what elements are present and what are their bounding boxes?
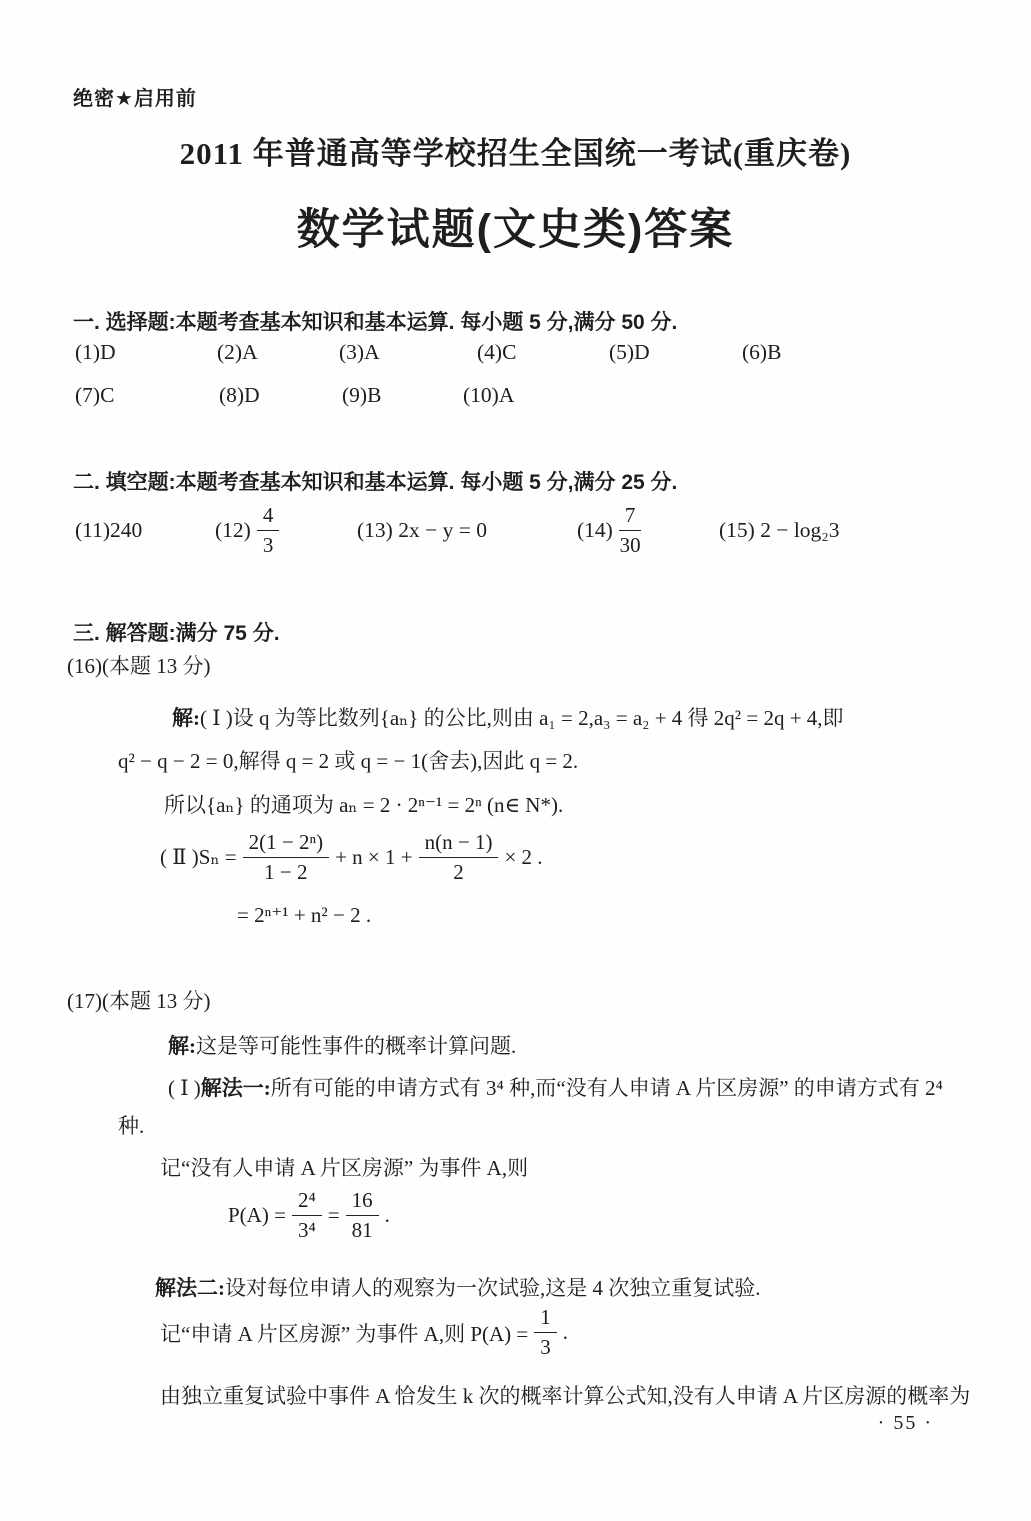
choice-answer-2: (2)A bbox=[217, 340, 258, 364]
fraction-numerator: 7 bbox=[619, 503, 642, 531]
q17-method-1-roman: ( Ⅰ ) bbox=[168, 1076, 201, 1100]
fraction bbox=[292, 1188, 322, 1243]
fraction-denominator: 30 bbox=[619, 533, 641, 558]
q17-paragraph-1-text: 这是等可能性事件的概率计算问题. bbox=[196, 1034, 517, 1058]
fraction bbox=[419, 830, 499, 885]
choice-answer-8: (8)D bbox=[219, 383, 260, 407]
choice-answer-3: (3)A bbox=[339, 340, 380, 364]
q17-method-1-text: 所有可能的申请方式有 3⁴ 种,而“没有人申请 A 片区房源” 的申请方式有 2⁴ bbox=[270, 1076, 943, 1100]
q17-paragraph-4-period: . bbox=[562, 1320, 568, 1345]
fraction bbox=[619, 503, 642, 558]
fraction-denominator: 1 − 2 bbox=[264, 860, 308, 885]
q17-paragraph-5: 由独立重复试验中事件 A 恰发生 k 次的概率计算公式知,没有人申请 A 片区房源的概率为 bbox=[160, 1384, 971, 1408]
choice-answer-7: (7)C bbox=[75, 383, 115, 407]
fill-answer-15: (15) 2 − log₂3 bbox=[719, 518, 840, 543]
q17-probability-equals: = bbox=[327, 1203, 340, 1228]
q17-method-2-label: 解法二: bbox=[155, 1276, 225, 1300]
fill-answer-14-label: (14) bbox=[577, 518, 613, 543]
fill-answer-14 bbox=[577, 503, 719, 558]
choice-answer-5: (5)D bbox=[609, 340, 650, 364]
q16-paragraph-1 bbox=[172, 702, 844, 732]
classification-label: 绝密★启用前 bbox=[73, 88, 197, 110]
fraction bbox=[346, 1188, 379, 1243]
fraction-numerator: 1 bbox=[534, 1305, 557, 1333]
choice-answers-row-2 bbox=[75, 383, 514, 408]
fraction-numerator: 4 bbox=[257, 503, 280, 531]
fraction-denominator: 3 bbox=[262, 533, 274, 558]
q16-paragraph-3: 所以{aₙ} 的通项为 aₙ = 2 · 2ⁿ⁻¹ = 2ⁿ (n∈ N*). bbox=[164, 793, 564, 817]
q17-paragraph-4 bbox=[160, 1305, 568, 1360]
q17-method-1-line bbox=[168, 1072, 943, 1102]
fraction-denominator: 2 bbox=[453, 860, 464, 885]
fill-answer-12-label: (12) bbox=[215, 518, 251, 543]
q17-title: (17)(本题 13 分) bbox=[67, 989, 211, 1013]
q16-formula-prefix: ( Ⅱ )Sₙ = bbox=[160, 845, 237, 870]
fill-answer-11: (11)240 bbox=[75, 518, 143, 543]
fraction-denominator: 3 bbox=[540, 1335, 551, 1360]
q17-method-2-text: 设对每位申请人的观察为一次试验,这是 4 次独立重复试验. bbox=[225, 1276, 761, 1300]
fraction-numerator: 2⁴ bbox=[292, 1188, 322, 1216]
solution-label: 解: bbox=[172, 706, 200, 730]
fill-answer-12 bbox=[215, 503, 357, 558]
choice-answer-10: (10)A bbox=[463, 383, 515, 407]
q17-method-1-label: 解法一: bbox=[200, 1076, 271, 1100]
q16-paragraph-2: q² − q − 2 = 0,解得 q = 2 或 q = − 1(舍去),因此 q = 2. bbox=[118, 749, 579, 773]
solutions-section-heading: 三. 解答题:满分 75 分. bbox=[73, 622, 280, 645]
q17-paragraph-2: 种. bbox=[118, 1114, 145, 1138]
fraction bbox=[243, 830, 329, 885]
q17-paragraph-3: 记“没有人申请 A 片区房源” 为事件 A,则 bbox=[160, 1156, 529, 1180]
q16-formula-suffix: × 2 . bbox=[504, 845, 543, 870]
q17-probability-period: . bbox=[384, 1203, 390, 1228]
solution-label: 解: bbox=[168, 1034, 196, 1058]
q16-formula-middle: + n × 1 + bbox=[335, 845, 413, 870]
fill-answer-13: (13) 2x − y = 0 bbox=[357, 518, 487, 543]
fraction-numerator: 16 bbox=[346, 1188, 379, 1216]
fraction bbox=[257, 503, 280, 558]
choice-answer-9: (9)B bbox=[342, 383, 382, 407]
choice-answer-4: (4)C bbox=[477, 340, 517, 364]
choice-answer-1: (1)D bbox=[75, 340, 116, 364]
fill-section-heading: 二. 填空题:本题考查基本知识和基本运算. 每小题 5 分,满分 25 分. bbox=[73, 471, 678, 494]
fraction-numerator: 2(1 − 2ⁿ) bbox=[243, 830, 329, 858]
q16-paragraph-1-text: ( Ⅰ )设 q 为等比数列{aₙ} 的公比,则由 a₁ = 2,a₃ = a₂ + 4 得 2q² = 2q + 4,即 bbox=[200, 706, 844, 730]
paper-title: 数学试题(文史类)答案 bbox=[296, 206, 735, 254]
q16-formula-sn bbox=[160, 830, 543, 885]
page-number: · 55 · bbox=[877, 1412, 933, 1434]
q17-method-2-line bbox=[155, 1272, 761, 1302]
q16-formula-result: = 2ⁿ⁺¹ + n² − 2 . bbox=[237, 903, 372, 927]
fraction-denominator: 81 bbox=[351, 1218, 373, 1243]
q17-paragraph-4-prefix: 记“申请 A 片区房源” 为事件 A,则 P(A) = bbox=[160, 1321, 529, 1346]
choice-answers-row-1 bbox=[75, 340, 781, 365]
fraction bbox=[534, 1305, 557, 1360]
q17-probability-formula bbox=[228, 1188, 390, 1243]
q17-paragraph-1 bbox=[168, 1030, 516, 1060]
exam-title: 2011 年普通高等学校招生全国统一考试(重庆卷) bbox=[179, 136, 852, 171]
fraction-numerator: n(n − 1) bbox=[419, 830, 499, 858]
fraction-denominator: 3⁴ bbox=[297, 1218, 316, 1243]
q17-probability-prefix: P(A) = bbox=[228, 1203, 286, 1228]
q16-title: (16)(本题 13 分) bbox=[67, 654, 211, 678]
choice-answer-6: (6)B bbox=[742, 340, 782, 364]
fill-answers-row bbox=[75, 503, 840, 558]
choice-section-heading: 一. 选择题:本题考查基本知识和基本运算. 每小题 5 分,满分 50 分. bbox=[73, 311, 678, 334]
